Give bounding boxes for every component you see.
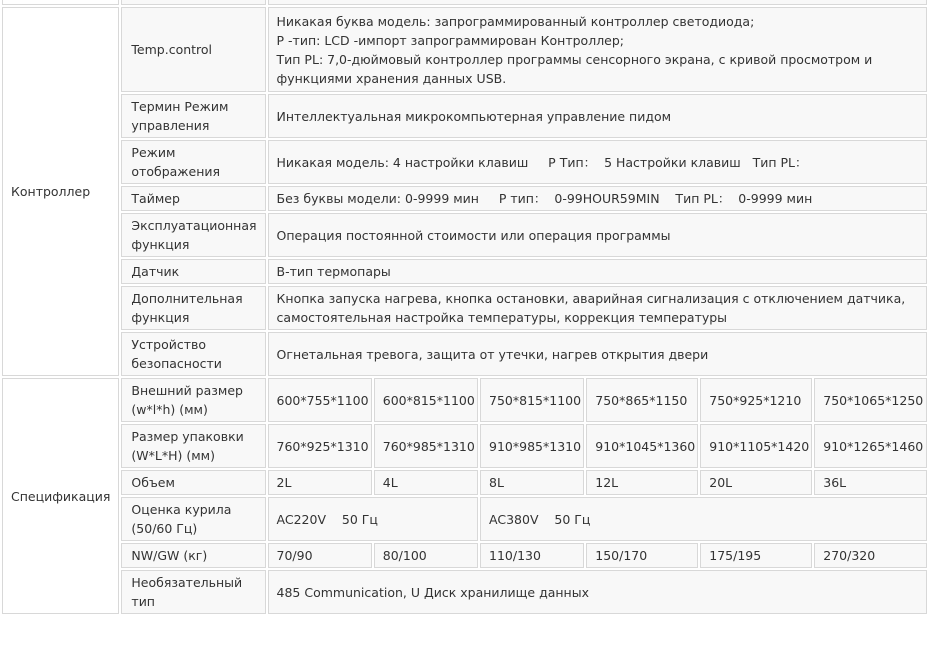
- row-label-volume: Объем: [121, 470, 265, 495]
- table-row: [2, 378, 927, 422]
- row-value-additional-function: [268, 286, 927, 330]
- spec-cell: 760*925*1310: [268, 424, 372, 468]
- spec-cell: 750*815*1100: [480, 378, 584, 422]
- table-row: [2, 186, 927, 211]
- row-label-display-mode: Режим отображения: [121, 140, 265, 184]
- spec-cell: 760*985*1310: [374, 424, 478, 468]
- row-value-temp-control: [268, 7, 927, 92]
- row-value-operation-function: Операция постоянной стоимости или операция программы: [268, 213, 927, 257]
- value-line: Никакая буква модель: запрограммированный контроллер светодиода;: [276, 13, 755, 29]
- table-row: [2, 94, 927, 138]
- spec-cell: 12L: [586, 470, 698, 495]
- row-label-package-size: Размер упаковки (W*L*H) (мм): [121, 424, 265, 468]
- row-value-timer: Без буквы модели: 0-9999 мин P тип： 0-99HOUR59MIN Тип PL： 0-9999 мин: [268, 186, 927, 211]
- table-row: [2, 140, 927, 184]
- table-row: [2, 259, 927, 284]
- value-line: функциями хранения данных USB.: [276, 70, 507, 86]
- table-row: [2, 543, 927, 568]
- spec-cell: 175/195: [700, 543, 812, 568]
- spec-cell: 110/130: [480, 543, 584, 568]
- table-row: [2, 497, 927, 541]
- row-value-control-mode: Интеллектуальная микрокомпьютерная управление пидом: [268, 94, 927, 138]
- row-label-safety-device: Устройство безопасности: [121, 332, 265, 376]
- spec-cell: 600*815*1100: [374, 378, 478, 422]
- value-line: самостоятельная настройка температуры, коррекция температуры: [276, 310, 728, 325]
- row-value-optional-type: 485 Communication, U Диск хранилище данных: [268, 570, 927, 614]
- spec-cell: 910*1045*1360: [586, 424, 698, 468]
- row-label-additional-function: Дополнительная функция: [121, 286, 265, 330]
- spec-cell: 270/320: [814, 543, 927, 568]
- value-line: P -тип: LCD -импорт запрограммирован Контроллер;: [276, 32, 625, 48]
- spec-cell: 20L: [700, 470, 812, 495]
- spec-cell: 910*1265*1460: [814, 424, 927, 468]
- spec-cell: 600*755*1100: [268, 378, 372, 422]
- row-label-timer: Таймер: [121, 186, 265, 211]
- row-label-power: Оценка курила (50/60 Гц): [121, 497, 265, 541]
- spec-cell: 910*1105*1420: [700, 424, 812, 468]
- spec-cell: 80/100: [374, 543, 478, 568]
- row-label-optional-type: Необязательный тип: [121, 570, 265, 614]
- section-label-specs: Спецификация: [2, 378, 119, 614]
- table-row: [2, 424, 927, 468]
- spec-cell: 910*985*1310: [480, 424, 584, 468]
- spec-cell: 750*1065*1250: [814, 378, 927, 422]
- table-row: [2, 213, 927, 257]
- row-value-sensor: B-тип термопары: [268, 259, 927, 284]
- table-cell-empty: [268, 0, 927, 5]
- spec-cell: 70/90: [268, 543, 372, 568]
- spec-cell: 150/170: [586, 543, 698, 568]
- spec-cell: 2L: [268, 470, 372, 495]
- row-value-display-mode: Никакая модель: 4 настройки клавиш P Тип： 5 Настройки клавиш Тип PL：: [268, 140, 927, 184]
- row-label-temp-control: Temp.control: [121, 7, 265, 92]
- row-label-control-mode: Термин Режим управления: [121, 94, 265, 138]
- row-label-external-size: Внешний размер (w*l*h) (мм): [121, 378, 265, 422]
- spec-cell: 4L: [374, 470, 478, 495]
- spec-cell-power-380: AC380V 50 Гц: [480, 497, 927, 541]
- table-cell-empty: [2, 0, 119, 5]
- spec-cell: 750*925*1210: [700, 378, 812, 422]
- spec-cell: 36L: [814, 470, 927, 495]
- row-label-weight: NW/GW (кг): [121, 543, 265, 568]
- table-row: [2, 286, 927, 330]
- spec-cell-power-220: AC220V 50 Гц: [268, 497, 479, 541]
- row-value-safety-device: Огнетальная тревога, защита от утечки, нагрев открытия двери: [268, 332, 927, 376]
- spec-cell: 750*865*1150: [586, 378, 698, 422]
- value-line: Кнопка запуска нагрева, кнопка остановки, аварийная сигнализация с отключением датчика,: [276, 291, 906, 306]
- row-label-operation-function: Эксплуатационная функция: [121, 213, 265, 257]
- section-label-controller: Контроллер: [2, 7, 119, 376]
- table-row: [2, 570, 927, 614]
- table-row: [2, 7, 927, 92]
- table-cell-empty: [121, 0, 265, 5]
- spec-cell: 8L: [480, 470, 584, 495]
- value-line: Тип PL: 7,0-дюймовый контроллер программы сенсорного экрана, с кривой просмотром и: [276, 51, 873, 67]
- table-row: [2, 332, 927, 376]
- table-row: [2, 470, 927, 495]
- table-row-top-edge: [2, 0, 927, 5]
- row-label-sensor: Датчик: [121, 259, 265, 284]
